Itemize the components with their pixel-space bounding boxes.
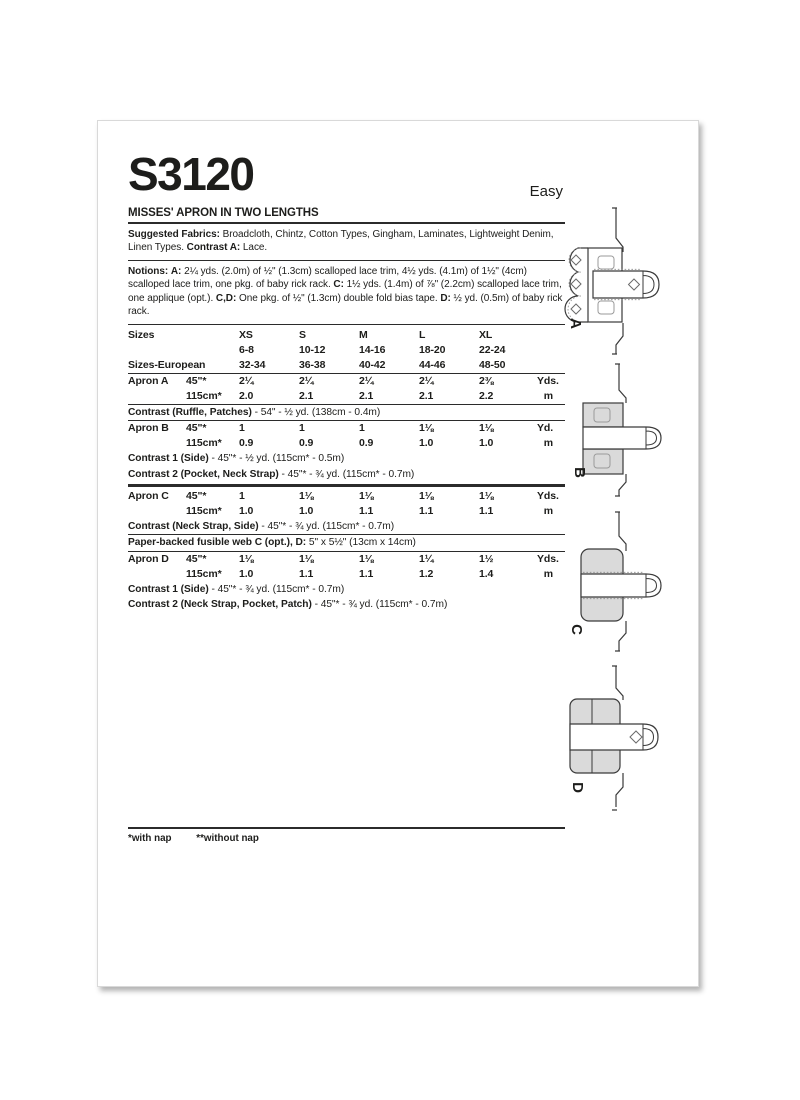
- view-a-label: A: [566, 318, 584, 329]
- fabric-width: 45"*: [186, 489, 207, 502]
- unit-label: m: [543, 389, 553, 402]
- unit-label: m: [543, 504, 553, 517]
- unit-label: Yds.: [537, 489, 559, 502]
- notions-c-text: 1½ yds. (1.4m) of ⅞" (2.2cm) scalloped lace trim, one applique (opt.).: [128, 279, 562, 304]
- yardage-value: 1.1: [359, 504, 374, 517]
- apron-view-b-illustration: [553, 361, 668, 498]
- yardage-value: 1.0: [479, 437, 494, 449]
- notions-paragraph: [128, 265, 565, 319]
- yardage-value: 1.1: [359, 567, 374, 580]
- contrast-label: Contrast 2 (Neck Strap, Pocket, Patch): [128, 599, 312, 610]
- apron-b-contrast1-line: [128, 451, 565, 467]
- fabric-width: 45"*: [186, 374, 207, 387]
- fabric-width: 45"*: [186, 552, 207, 565]
- fabric-width: 115cm*: [186, 504, 222, 517]
- sizes-european-label: Sizes-European: [128, 358, 206, 371]
- yardage-value: 2.1: [419, 389, 434, 402]
- yardage-value: 1: [299, 422, 305, 434]
- fabric-width: 115cm*: [186, 437, 222, 449]
- size-ranges-row: [128, 343, 565, 358]
- yardage-value: 1: [359, 422, 365, 434]
- yardage-value: 2.1: [299, 389, 314, 402]
- yardage-value: 2⅜: [479, 374, 494, 387]
- yardage-value: 1⅛: [359, 552, 374, 565]
- apron-d-contrast1-line: [128, 582, 565, 598]
- pattern-number: S3120: [128, 148, 254, 200]
- notions-a-text: 2¼ yds. (2.0m) of ½" (1.3cm) scalloped lace trim, 4½ yds. (4.1m) of 1½" (4cm) scalloped lace trim, one pkg. of baby rick rack.: [128, 265, 527, 290]
- yardage-value: 1½: [479, 552, 494, 565]
- apron-a-bib: [593, 271, 659, 298]
- fusible-web-text: 5" x 5½" (13cm x 14cm): [306, 537, 416, 548]
- apron-d-metric-row: [128, 567, 565, 582]
- apron-d-bib: [570, 724, 658, 750]
- size-range: 6-8: [239, 343, 254, 356]
- suggested-fabrics-paragraph: [128, 228, 565, 255]
- yardage-value: 1.0: [239, 504, 254, 517]
- footnote-block: [128, 827, 565, 844]
- yardage-value: 1¼: [419, 552, 434, 565]
- yardage-value: 2.0: [239, 389, 254, 402]
- fabric-width: 115cm*: [186, 389, 222, 402]
- yardage-value: 1⅛: [479, 489, 494, 502]
- contrast-text: - 45"* - ¾ yd. (115cm* - 0.7m): [208, 583, 345, 595]
- yardage-value: 1.4: [479, 567, 494, 580]
- apron-c-imperial-row: [128, 489, 565, 504]
- european-range: 48-50: [479, 358, 506, 371]
- sizes-header-row: [128, 328, 565, 343]
- yardage-value: 1.0: [299, 504, 314, 517]
- notions-c-label: C:: [333, 279, 344, 290]
- notions-cd-label: C,D:: [215, 292, 237, 304]
- apron-c-metric-row: [128, 504, 565, 519]
- title-rule: [128, 222, 565, 224]
- yardage-value: 1⅛: [479, 422, 494, 434]
- size-range: 22-24: [479, 343, 506, 356]
- yardage-value: 2.2: [479, 389, 494, 402]
- european-range: 40-42: [359, 358, 386, 371]
- contrast-label: Contrast (Neck Strap, Side): [128, 520, 259, 532]
- apron-b-metric-row: [128, 436, 565, 451]
- apron-c-name: Apron C: [128, 489, 169, 502]
- apron-a-name: Apron A: [128, 374, 169, 387]
- yardage-value: 0.9: [359, 437, 374, 449]
- contrast-label: Contrast 2 (Pocket, Neck Strap): [128, 468, 279, 480]
- yardage-value: 0.9: [239, 437, 254, 449]
- apron-b-contrast2-line: [128, 467, 565, 483]
- fusible-web-line: [128, 535, 565, 551]
- yardage-value: 1⅛: [419, 489, 434, 502]
- fabric-width: 115cm*: [186, 567, 222, 580]
- apron-d-contrast2-line: [128, 597, 565, 613]
- yardage-value: 1.2: [419, 567, 434, 580]
- apron-a-imperial-row: [128, 374, 565, 389]
- yardage-value: 1.1: [419, 504, 434, 517]
- unit-label: Yd.: [537, 422, 554, 434]
- unit-label: m: [543, 567, 553, 580]
- yardage-value: 1.1: [299, 567, 314, 580]
- contrast-label: Contrast 1 (Side): [128, 453, 209, 464]
- apron-b-imperial-row: [128, 421, 565, 436]
- main-text-column: [128, 148, 565, 613]
- yardage-value: 1.0: [239, 567, 254, 580]
- yardage-value: 1⅛: [299, 552, 314, 565]
- european-range: 44-46: [419, 358, 446, 371]
- view-d-label: D: [568, 782, 586, 793]
- contrast-a-label: Contrast A:: [186, 242, 241, 253]
- yardage-value: 2¼: [359, 374, 374, 387]
- fabric-width: 45"*: [186, 422, 207, 434]
- size-range: 18-20: [419, 343, 446, 356]
- apron-view-c-illustration: [553, 509, 668, 656]
- unit-label: Yds.: [537, 552, 559, 565]
- notions-d-label: D:: [440, 292, 451, 304]
- size-name: S: [299, 328, 306, 341]
- page-title: MISSES' APRON IN TWO LENGTHS: [128, 207, 319, 219]
- apron-view-d-illustration: [550, 663, 665, 813]
- contrast-label: Contrast 1 (Side): [128, 583, 209, 595]
- fabrics-text: Broadcloth, Chintz, Cotton Types, Gingham, Laminates, Lightweight Denim, Linen Types.: [128, 228, 554, 253]
- contrast-text: - 45"* - ½ yd. (115cm* - 0.5m): [208, 453, 345, 464]
- apron-d-drawing: [550, 663, 665, 813]
- contrast-text: - 45"* - ¾ yd. (115cm* - 0.7m): [278, 468, 415, 480]
- yardage-value: 1⅛: [299, 489, 314, 502]
- apron-a-metric-row: [128, 389, 565, 404]
- yardage-value: 1⅛: [359, 489, 374, 502]
- unit-label: Yds.: [537, 374, 559, 387]
- contrast-text: - 45"* - ¾ yd. (115cm* - 0.7m): [258, 520, 395, 532]
- unit-label: m: [543, 437, 553, 449]
- sizes-label: Sizes: [128, 328, 155, 341]
- contrast-ruffle-patches-line: [128, 405, 565, 421]
- notions-rule: [128, 324, 565, 325]
- apron-b-bib: [583, 427, 661, 449]
- apron-d-imperial-row: [128, 552, 565, 567]
- apron-c-contrast-line: [128, 519, 565, 535]
- size-name: L: [419, 328, 426, 341]
- with-nap-footnote: *with nap: [128, 832, 172, 844]
- notions-a-label: A:: [170, 265, 182, 277]
- yardage-value: 1⅛: [419, 422, 434, 434]
- yardage-value: 0.9: [299, 437, 314, 449]
- fusible-web-label: Paper-backed fusible web C (opt.), D:: [128, 537, 307, 548]
- yardage-value: 2.1: [359, 389, 374, 402]
- european-range: 36-38: [299, 358, 326, 371]
- notions-d-text: ½ yd. (0.5m) of baby rick rack.: [128, 292, 563, 317]
- yardage-value: 2¼: [419, 374, 434, 387]
- apron-b-name: Apron B: [128, 422, 169, 434]
- size-name: XS: [239, 328, 253, 341]
- contrast-a-text: Lace.: [240, 242, 268, 253]
- difficulty-label: Easy: [529, 183, 563, 200]
- contrast-label: Contrast (Ruffle, Patches): [128, 406, 252, 418]
- yardage-value: 1: [239, 422, 245, 434]
- apron-a-drawing: [550, 205, 665, 357]
- yardage-value: 1.0: [419, 437, 434, 449]
- size-range: 10-12: [299, 343, 326, 356]
- fabrics-rule: [128, 260, 565, 261]
- fabrics-label: Suggested Fabrics:: [128, 228, 220, 240]
- apron-d-name: Apron D: [128, 552, 169, 565]
- yardage-value: 2¼: [299, 374, 314, 387]
- yardage-table: [128, 328, 565, 613]
- notions-cd-text: One pkg. of ½" (1.3cm) double fold bias tape.: [236, 292, 441, 304]
- yardage-value: 2¼: [239, 374, 254, 387]
- apron-c-bib: [581, 574, 661, 597]
- pattern-envelope-back-page: [97, 120, 699, 987]
- european-range: 32-34: [239, 358, 266, 371]
- view-c-label: C: [567, 624, 585, 635]
- european-sizes-row: [128, 358, 565, 373]
- footnote-rule: [128, 827, 565, 829]
- view-b-label: B: [570, 467, 588, 478]
- apron-b-side-panel: [583, 449, 623, 474]
- contrast-text: - 45"* - ¾ yd. (115cm* - 0.7m): [311, 599, 448, 610]
- apron-view-a-illustration: [550, 205, 665, 357]
- size-name: XL: [479, 328, 493, 341]
- size-range: 14-16: [359, 343, 386, 356]
- notions-label: Notions:: [128, 265, 169, 277]
- yardage-value: 1: [239, 489, 245, 502]
- yardage-value: 1⅛: [239, 552, 254, 565]
- yardage-value: 1.1: [479, 504, 494, 517]
- without-nap-footnote: **without nap: [196, 832, 259, 844]
- contrast-text: - 54" - ½ yd. (138cm - 0.4m): [251, 406, 381, 418]
- apron-b-side-panel: [583, 403, 623, 427]
- size-name: M: [359, 328, 368, 341]
